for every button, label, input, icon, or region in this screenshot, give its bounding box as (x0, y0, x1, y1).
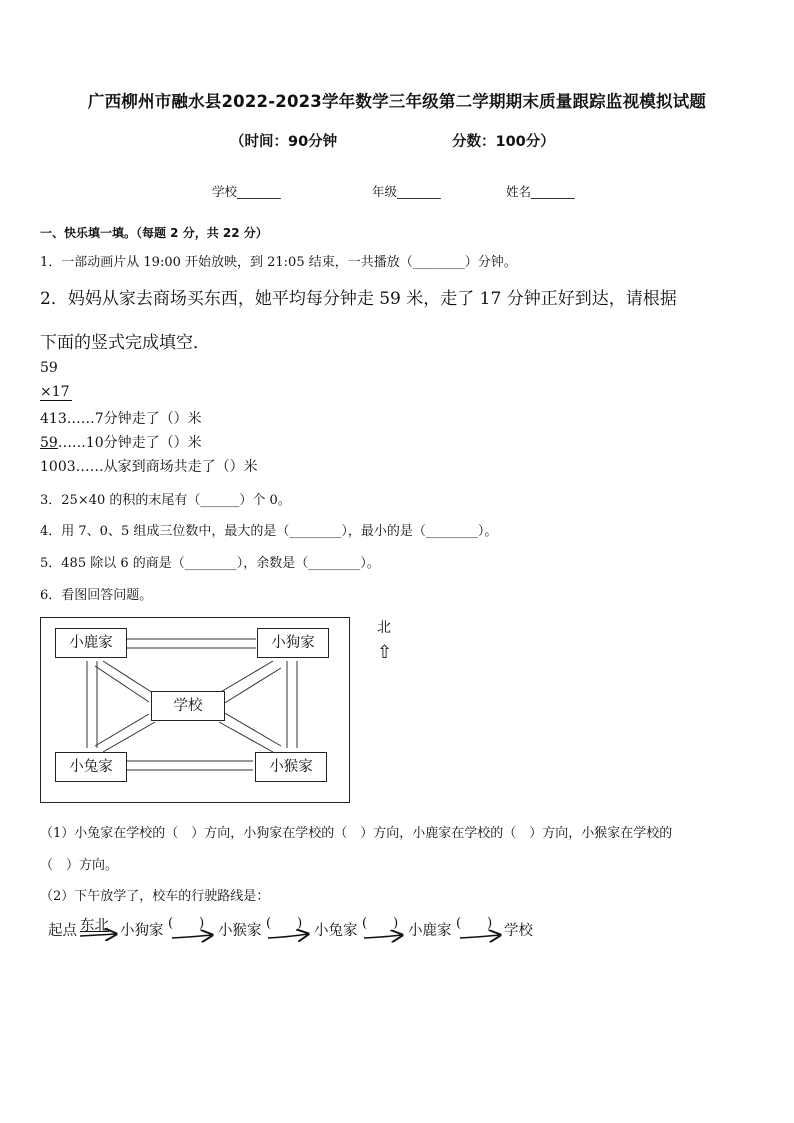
page-title: 广西柳州市融水县2022-2023学年数学三年级第二学期期末质量跟踪监视模拟试题 (87, 92, 707, 111)
question-6-1-line2: （ ）方向。 (40, 858, 119, 873)
question-6-1-line1: （1）小兔家在学校的（ ）方向，小狗家在学校的（ ）方向，小鹿家在学校的（ ）方向，小猴家在学校的 (40, 826, 673, 841)
calc-row-2-text: ……10分钟走了（）米 (57, 435, 202, 451)
question-5: 5．485 除以 6 的商是（________），余数是（________）。 (40, 556, 380, 571)
route-blank-4: ( ) (456, 916, 493, 931)
route-stop-4: 小鹿家 (408, 923, 452, 939)
route-stop-5: 学校 (504, 923, 533, 939)
route-stop-3: 小兔家 (314, 923, 358, 939)
calc-multiplier: ×17 (40, 384, 70, 400)
calc-multiplicand: 59 (40, 360, 58, 376)
route-blank-3: ( ) (362, 916, 399, 931)
question-4: 4．用 7、0、5 组成三位数中，最大的是（________），最小的是（________）。 (40, 524, 498, 539)
name-field: 姓名_______ (506, 184, 575, 199)
node-deer-home: 小鹿家 (55, 628, 127, 658)
calc-row-1-number: 413 (40, 411, 67, 427)
exam-score: 分数：100分） (452, 134, 555, 150)
exam-time: （时间：90分钟 (230, 134, 338, 150)
route-arrow-2 (172, 935, 212, 938)
question-1: 1．一部动画片从 19:00 开始放映，到 21:05 结束，一共播放（________）分钟。 (40, 255, 517, 270)
route-arrow-4 (364, 935, 402, 938)
route-arrow-1 (80, 934, 116, 936)
grade-field: 年级_______ (372, 184, 441, 199)
route-arrow-3 (268, 934, 308, 938)
route-stop-1: 小狗家 (120, 923, 164, 939)
node-rabbit-home: 小兔家 (55, 752, 127, 782)
question-6-2: （2）下午放学了，校车的行驶路线是： (40, 889, 270, 904)
node-monkey-home: 小猴家 (255, 752, 327, 782)
north-arrow-icon: ⇧ (377, 642, 393, 663)
question-3: 3．25×40 的积的末尾有（______）个 0。 (40, 493, 291, 508)
calc-row-3-text: ……从家到商场共走了（）米 (75, 459, 258, 475)
route-blank-2: ( ) (266, 916, 303, 931)
route-stop-2: 小猴家 (218, 923, 262, 939)
question-2-line2: 下面的竖式完成填空． (40, 333, 210, 353)
node-dog-home: 小狗家 (257, 628, 329, 658)
route-start: 起点 (48, 923, 77, 939)
calc-row-2-number: 59 (40, 435, 58, 451)
question-6: 6．看图回答问题。 (40, 588, 153, 603)
route-arrow-5 (460, 935, 500, 938)
school-field: 学校_______ (212, 184, 281, 199)
calc-row-1-text: ……7分钟走了（）米 (66, 411, 202, 427)
section-heading: 一、快乐填一填。（每题 2 分，共 22 分） (40, 226, 268, 240)
node-school: 学校 (151, 691, 225, 721)
calc-row-3-number: 1003 (40, 459, 76, 475)
question-2-line1: 2．妈妈从家去商场买东西，她平均每分钟走 59 米，走了 17 分钟正好到达，请根据 (40, 289, 677, 309)
route-direction-1: 东北 (80, 918, 109, 934)
north-label: 北 (377, 620, 391, 636)
route-blank-1: ( ) (168, 916, 205, 931)
